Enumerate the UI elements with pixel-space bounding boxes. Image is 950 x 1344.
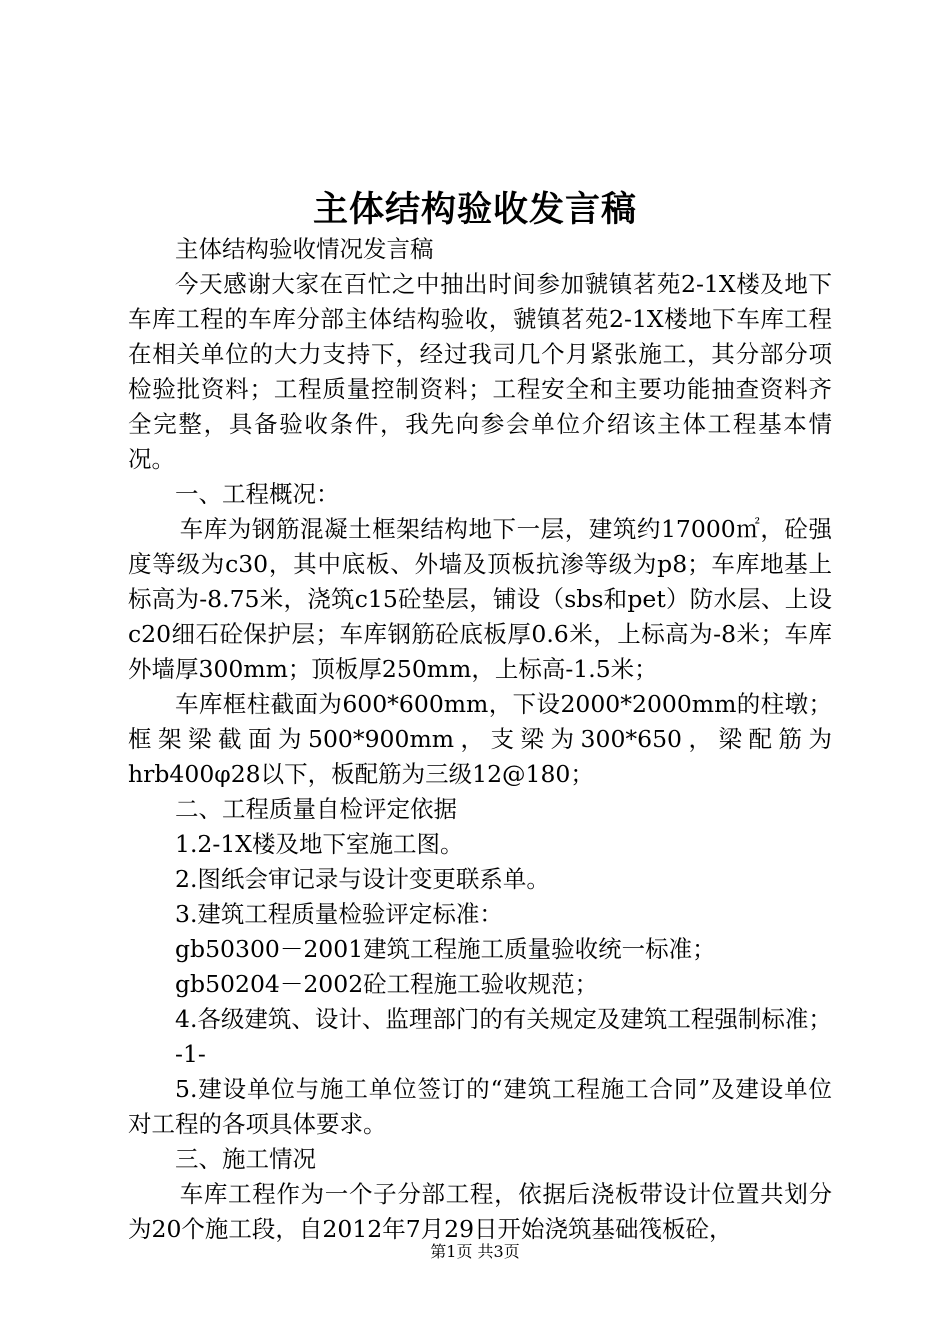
list-item-standard-gb50204: gb50204－2002砼工程施工验收规范；: [175, 970, 599, 998]
paragraph-subtitle: 主体结构验收情况发言稿: [175, 235, 434, 263]
paragraph-intro: 今天感谢大家在百忙之中抽出时间参加虢镇茗苑2-1X楼及地下车库工程的车库分部主体结构验收，虢镇茗苑2-1X楼地下车库工程在相关单位的大力支持下，经过我司几个月紧张施工，其分部分项检验批资料；工程质量控制资料；工程安全和主要功能抽查资料齐全完整，具备验收条件，我先向参会单位介绍该主体工程基本情况。: [128, 270, 832, 473]
section-heading-overview: 一、工程概况：: [175, 480, 340, 508]
list-item-basis-3: 3.建筑工程质量检验评定标准：: [175, 900, 503, 928]
section-heading-basis: 二、工程质量自检评定依据: [175, 795, 457, 823]
document-title: 主体结构验收发言稿: [312, 189, 637, 230]
paragraph-overview-structure: 车库为钢筋混凝土框架结构地下一层，建筑约17000㎡，砼强度等级为c30，其中底板、外墙及顶板抗渗等级为p8；车库地基上标高为-8.75米，浇筑c15砼垫层，铺设（sbs和pet）防水层、上设c20细石砼保护层；车库钢筋砼底板厚0.6米，上标高为-8米；车库外墙厚300mm；顶板厚250mm，上标高-1.5米；: [128, 515, 832, 683]
list-item-standard-gb50300: gb50300－2001建筑工程施工质量验收统一标准；: [175, 935, 716, 963]
list-item-basis-1: 1.2-1X楼及地下室施工图。: [175, 830, 464, 858]
list-item-basis-4: 4.各级建筑、设计、监理部门的有关规定及建筑工程强制标准；: [175, 1005, 832, 1033]
page-footer: 第1页 共3页: [430, 1242, 520, 1261]
section-heading-construction: 三、施工情况: [175, 1145, 316, 1173]
paragraph-construction: 车库工程作为一个子分部工程，依据后浇板带设计位置共划分为20个施工段，自2012年7月29日开始浇筑基础筏板砼，: [128, 1180, 832, 1243]
list-item-basis-2: 2.图纸会审记录与设计变更联系单。: [175, 865, 550, 893]
document-body: [128, 232, 832, 1247]
paragraph-overview-columns: 车库框柱截面为600*600mm，下设2000*2000mm的柱墩；框架梁截面为500*900mm，支梁为300*650，梁配筋为hrb400φ28以下，板配筋为三级12@180；: [128, 690, 832, 788]
inline-page-marker: -1-: [175, 1040, 206, 1068]
list-item-basis-5: 5.建设单位与施工单位签订的“建筑工程施工合同”及建设单位对工程的各项具体要求。: [128, 1075, 832, 1138]
